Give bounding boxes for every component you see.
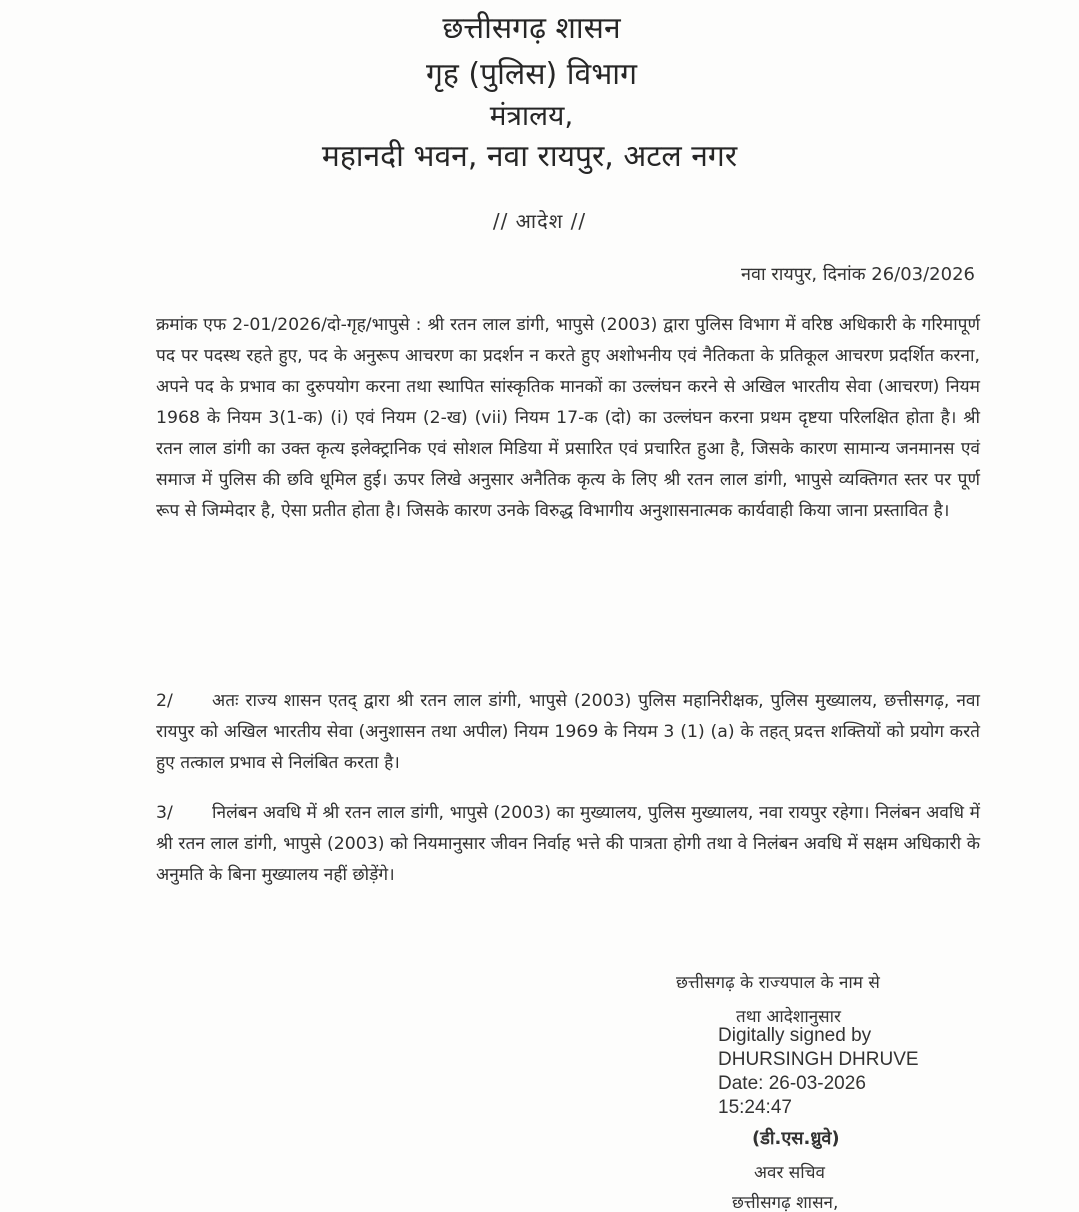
paragraph-3 <box>156 798 980 891</box>
order-title: // आदेश // <box>492 209 587 233</box>
digital-signer-name: DHURSINGH DHRUVE <box>718 1049 919 1070</box>
date-line: नवा रायपुर, दिनांक 26/03/2026 <box>740 264 975 285</box>
header-ministry: मंत्रालय, <box>489 99 574 132</box>
digital-date: Date: 26-03-2026 <box>718 1073 866 1094</box>
signatory-name: (डी.एस.ध्रुवे) <box>752 1128 840 1149</box>
header-government: छत्तीसगढ़ शासन <box>442 11 621 46</box>
paragraph-1: क्रमांक एफ 2-01/2026/दो-गृह/भापुसे : श्री रतन लाल डांगी, भापुसे (2003) द्वारा पुलिस विभाग में वरिष्ठ अधिकारी के गरिमापूर्ण पद पर पदस्थ रहते हुए, पद के अनुरूप आचरण का प्रदर्शन न करते हुए अशोभनीय एवं नैतिकता के प्रतिकूल आचरण प्रदर्शित करना, अपने पद के प्रभाव का दुरुपयोग करना तथा स्थापित सांस्कृतिक मानकों का उल्लंघन करने से अखिल भारतीय सेवा (आचरण) नियम 1968 के नियम 3(1-क) (i) एवं नियम (2-ख) (vii) नियम 17-क (दो) का उल्लंघन करना प्रथम दृष्टया परिलक्षित होता है। श्री रतन लाल डांगी का उक्त कृत्य इलेक्ट्रानिक एवं सोशल मिडिया में प्रसारित एवं प्रचारित हुआ है, जिसके कारण सामान्य जनमानस एवं समाज में पुलिस की छवि धूमिल हुई। ऊपर लिखे अनुसार अनैतिक कृत्य के लिए श्री रतन लाल डांगी, भापुसे व्यक्तिगत स्तर पर पूर्ण रूप से जिम्मेदार है, ऐसा प्रतीत होता है। जिसके कारण उनके विरुद्ध विभागीय अनुशासनात्मक कार्यवाही किया जाना प्रस्तावित है। <box>156 315 980 521</box>
signature-line-governor: छत्तीसगढ़ के राज्यपाल के नाम से <box>676 973 880 993</box>
digital-signature <box>718 1024 919 1120</box>
paragraph-2 <box>156 686 980 779</box>
header-department: गृह (पुलिस) विभाग <box>426 57 637 92</box>
paragraph-text: निलंबन अवधि में श्री रतन लाल डांगी, भापुसे (2003) का मुख्यालय, पुलिस मुख्यालय, नवा रायपुर रहेगा। निलंबन अवधि में श्री रतन लाल डांगी, भापुसे (2003) को नियमानुसार जीवन निर्वाह भत्ते की पात्रता होगी तथा वे निलंबन अवधि में सक्षम अधिकारी के अनुमति के बिना मुख्यालय नहीं छोड़ेंगे। <box>156 803 980 885</box>
header-address: महानदी भवन, नवा रायपुर, अटल नगर <box>321 139 738 174</box>
signature-line-order: तथा आदेशानुसार <box>736 1007 842 1027</box>
paragraph-number: 3/ <box>156 803 173 823</box>
digital-signed-by: Digitally signed by <box>718 1025 872 1046</box>
paragraph-number: 2/ <box>156 691 173 711</box>
paragraph-text: अतः राज्य शासन एतद् द्वारा श्री रतन लाल डांगी, भापुसे (2003) पुलिस महानिरीक्षक, पुलिस मुख्यालय, छत्तीसगढ़, नवा रायपुर को अखिल भारतीय सेवा (अनुशासन तथा अपील) नियम 1969 के नियम 3 (1) (a) के तहत् प्रदत्त शक्तियों को प्रयोग करते हुए तत्काल प्रभाव से निलंबित करता है। <box>156 691 980 773</box>
signatory-government: छत्तीसगढ़ शासन, <box>732 1193 839 1212</box>
digital-time: 15:24:47 <box>718 1097 792 1118</box>
signatory-designation: अवर सचिव <box>754 1163 825 1183</box>
